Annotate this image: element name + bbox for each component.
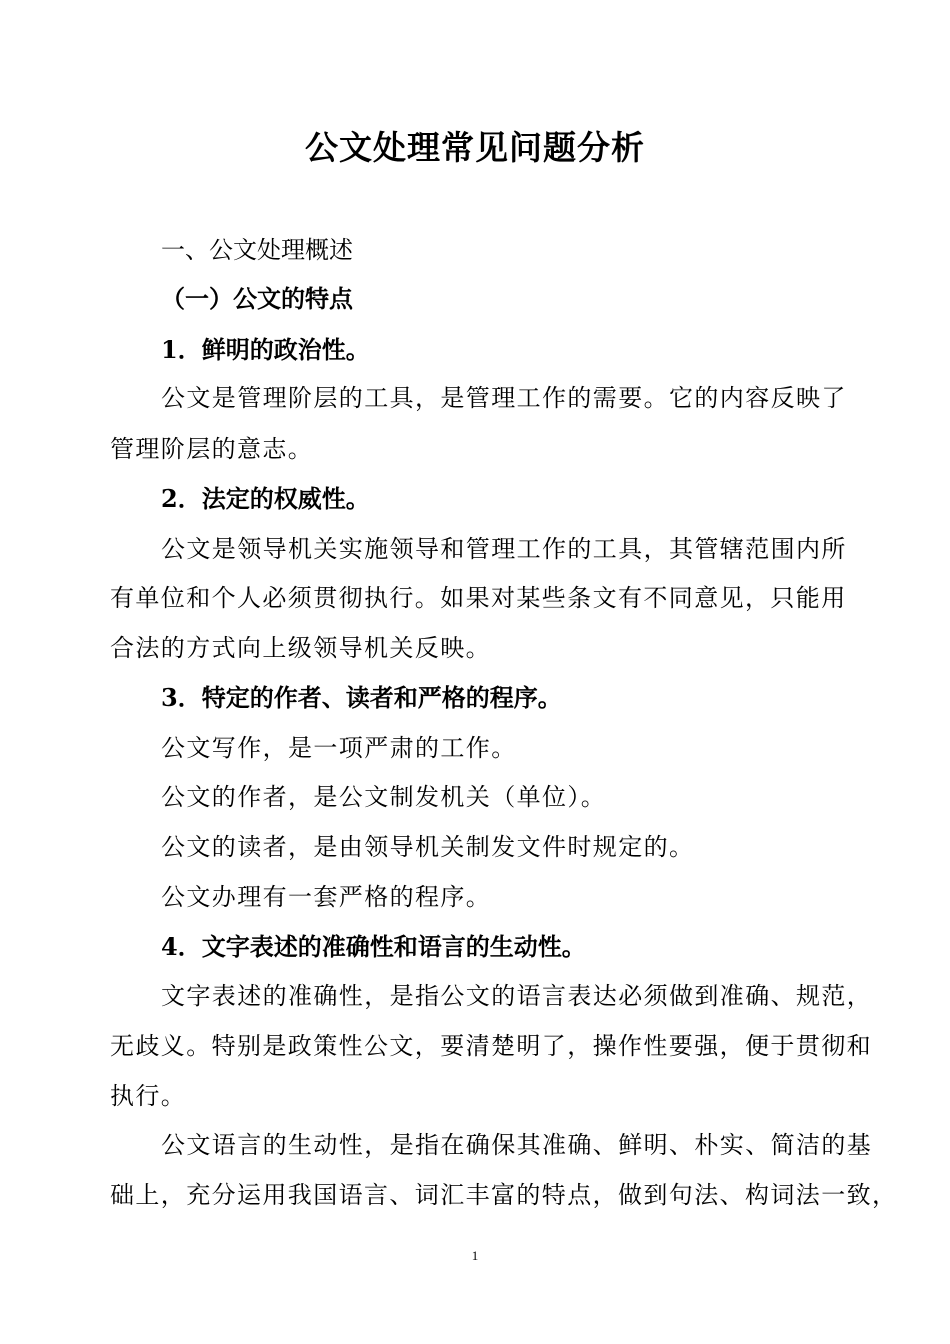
paragraph-line: 公文语言的生动性，是指在确保其准确、鲜明、朴实、简洁的基 <box>161 1131 873 1159</box>
paragraph-line: 合法的方式向上级领导机关反映。 <box>110 634 491 662</box>
item-heading-4: 4．文字表述的准确性和语言的生动性。 <box>161 932 586 961</box>
section-heading: 一、公文处理概述 <box>161 236 353 264</box>
paragraph-line: 公文是管理阶层的工具，是管理工作的需要。它的内容反映了 <box>161 384 847 412</box>
item-heading-1: 1．鲜明的政治性。 <box>161 335 370 364</box>
paragraph-line: 础上，充分运用我国语言、词汇丰富的特点，做到句法、构词法一致， <box>110 1181 898 1209</box>
paragraph-line: 公文办理有一套严格的程序。 <box>161 883 492 911</box>
paragraph-line: 文字表述的准确性，是指公文的语言表达必须做到准确、规范， <box>161 982 873 1010</box>
paragraph-line: 有单位和个人必须贯彻执行。如果对某些条文有不同意见，只能用 <box>110 584 847 612</box>
subsection-heading: （一）公文的特点 <box>161 284 353 313</box>
paragraph-line: 公文是领导机关实施领导和管理工作的工具，其管辖范围内所 <box>161 535 847 563</box>
page-number: 1 <box>471 1248 479 1263</box>
paragraph-line: 公文的读者，是由领导机关制发文件时规定的。 <box>161 833 695 861</box>
paragraph-line: 无歧义。特别是政策性公文，要清楚明了，操作性要强，便于贯彻和 <box>110 1032 872 1060</box>
item-heading-2: 2．法定的权威性。 <box>161 484 370 513</box>
paragraph-line: 公文写作，是一项严肃的工作。 <box>161 734 517 762</box>
paragraph-line: 执行。 <box>110 1082 187 1110</box>
paragraph-line: 管理阶层的意志。 <box>110 435 314 463</box>
paragraph-line: 公文的作者，是公文制发机关（单位）。 <box>161 783 607 811</box>
item-heading-3: 3．特定的作者、读者和严格的程序。 <box>161 683 562 712</box>
document-title: 公文处理常见问题分析 <box>305 128 645 167</box>
